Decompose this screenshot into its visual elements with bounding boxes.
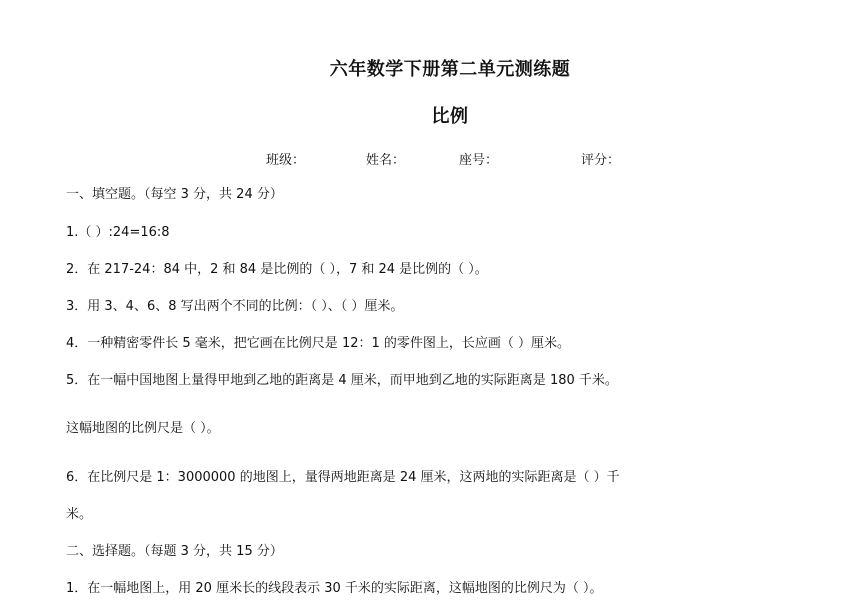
fill-blank-question-6-line-2: 米。: [66, 507, 93, 522]
fill-blank-question-5-line-1: 5．在一幅中国地图上量得甲地到乙地的距离是 4 厘米，而甲地到乙地的实际距离是 180 千米。: [66, 373, 618, 388]
name-label: 姓名：: [366, 153, 406, 168]
page-subtitle: 比例: [431, 106, 469, 127]
fill-blank-question-5-line-2: 这幅地图的比例尺是（ ）。: [66, 421, 220, 436]
fill-blank-question-4: 4．一种精密零件长 5 毫米，把它画在比例尺是 12：1 的零件图上，长应画（ ）厘米。: [66, 336, 571, 351]
page-title: 六年数学下册第二单元测练题: [329, 59, 571, 80]
section-fill-blank-heading: 一、填空题。（每空 3 分，共 24 分）: [66, 187, 283, 202]
fill-blank-question-6-line-1: 6．在比例尺是 1：3000000 的地图上，量得两地距离是 24 厘米，这两地的实际距离是（ ）千: [66, 470, 620, 485]
score-label: 评分：: [581, 153, 621, 168]
choice-question-1: 1．在一幅地图上，用 20 厘米长的线段表示 30 千米的实际距离，这幅地图的比例尺为（ ）。: [66, 581, 603, 596]
section-choice-heading: 二、选择题。（每题 3 分，共 15 分）: [66, 544, 283, 559]
fill-blank-question-2: 2．在 217-24：84 中，2 和 84 是比例的（ ），7 和 24 是比例的（ ）。: [66, 262, 488, 277]
student-info-row: [0, 149, 860, 167]
fill-blank-question-3: 3．用 3、4、6、8 写出两个不同的比例：（ ）、（ ）厘米。: [66, 299, 404, 314]
class-label: 班级：: [266, 153, 306, 168]
fill-blank-question-1: 1.（ ）:24=16:8: [66, 225, 170, 240]
seat-label: 座号：: [459, 153, 499, 168]
